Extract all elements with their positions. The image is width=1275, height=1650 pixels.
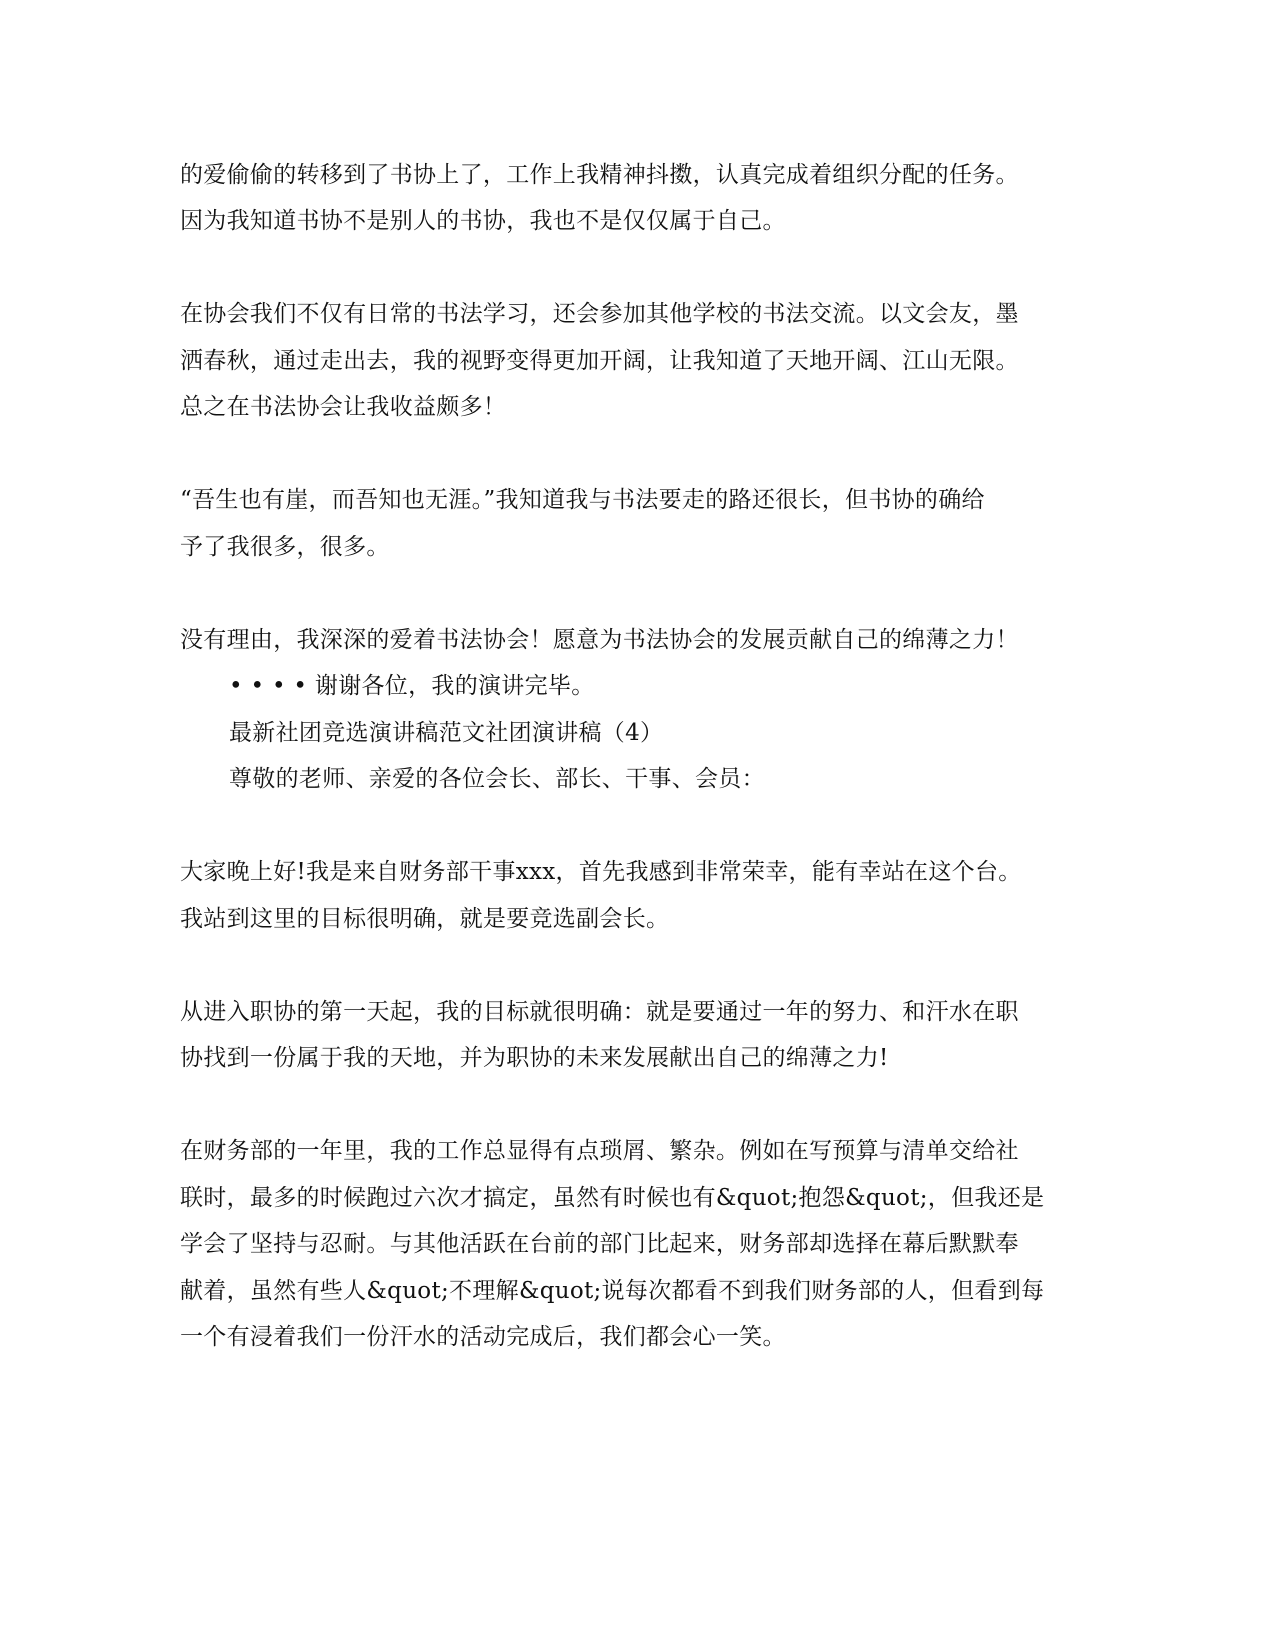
paragraph-line: 洒春秋，通过走出去，我的视野变得更加开阔，让我知道了天地开阔、江山无限。 bbox=[180, 348, 1019, 374]
paragraph-line: 总之在书法协会让我收益颇多！ bbox=[180, 394, 507, 420]
salutation: 尊敬的老师、亲爱的各位会长、部长、干事、会员： bbox=[229, 766, 765, 792]
paragraph-line: 大家晚上好!我是来自财务部干事xxx，首先我感到非常荣幸，能有幸站在这个台。 bbox=[180, 859, 1022, 885]
paragraph-line: 联时，最多的时候跑过六次才搞定，虽然有时候也有&quot;抱怨&quot;，但我还是 bbox=[180, 1185, 1045, 1211]
paragraph-line: 献着，虽然有些人&quot;不理解&quot;说每次都看不到我们财务部的人，但看到每 bbox=[180, 1278, 1045, 1304]
closing-line: • • • • 谢谢各位，我的演讲完毕。 bbox=[229, 673, 595, 699]
paragraph-line: 予了我很多，很多。 bbox=[180, 534, 390, 560]
paragraph-line: 从进入职协的第一天起，我的目标就很明确：就是要通过一年的努力、和汗水在职 bbox=[180, 999, 1019, 1025]
paragraph-line: 我站到这里的目标很明确，就是要竞选副会长。 bbox=[180, 906, 670, 932]
paragraph-line: 协找到一份属于我的天地，并为职协的未来发展献出自己的绵薄之力! bbox=[180, 1045, 889, 1071]
paragraph-line: 学会了坚持与忍耐。与其他活跃在台前的部门比起来，财务部却选择在幕后默默奉 bbox=[180, 1231, 1019, 1257]
paragraph-line: 一个有浸着我们一份汗水的活动完成后，我们都会心一笑。 bbox=[180, 1324, 786, 1350]
paragraph-line: 因为我知道书协不是别人的书协，我也不是仅仅属于自己。 bbox=[180, 208, 786, 234]
section-title: 最新社团竞选演讲稿范文社团演讲稿（4） bbox=[229, 720, 664, 746]
paragraph-line: 在协会我们不仅有日常的书法学习，还会参加其他学校的书法交流。以文会友，墨 bbox=[180, 301, 1019, 327]
paragraph-line: “吾生也有崖，而吾知也无涯。”我知道我与书法要走的路还很长，但书协的确给 bbox=[180, 487, 985, 513]
paragraph-line: 的爱偷偷的转移到了书协上了，工作上我精神抖擞，认真完成着组织分配的任务。 bbox=[180, 162, 1019, 188]
paragraph-line: 在财务部的一年里，我的工作总显得有点琐屑、繁杂。例如在写预算与清单交给社 bbox=[180, 1138, 1019, 1164]
paragraph-line: 没有理由，我深深的爱着书法协会！愿意为书法协会的发展贡献自己的绵薄之力！ bbox=[180, 627, 1019, 653]
